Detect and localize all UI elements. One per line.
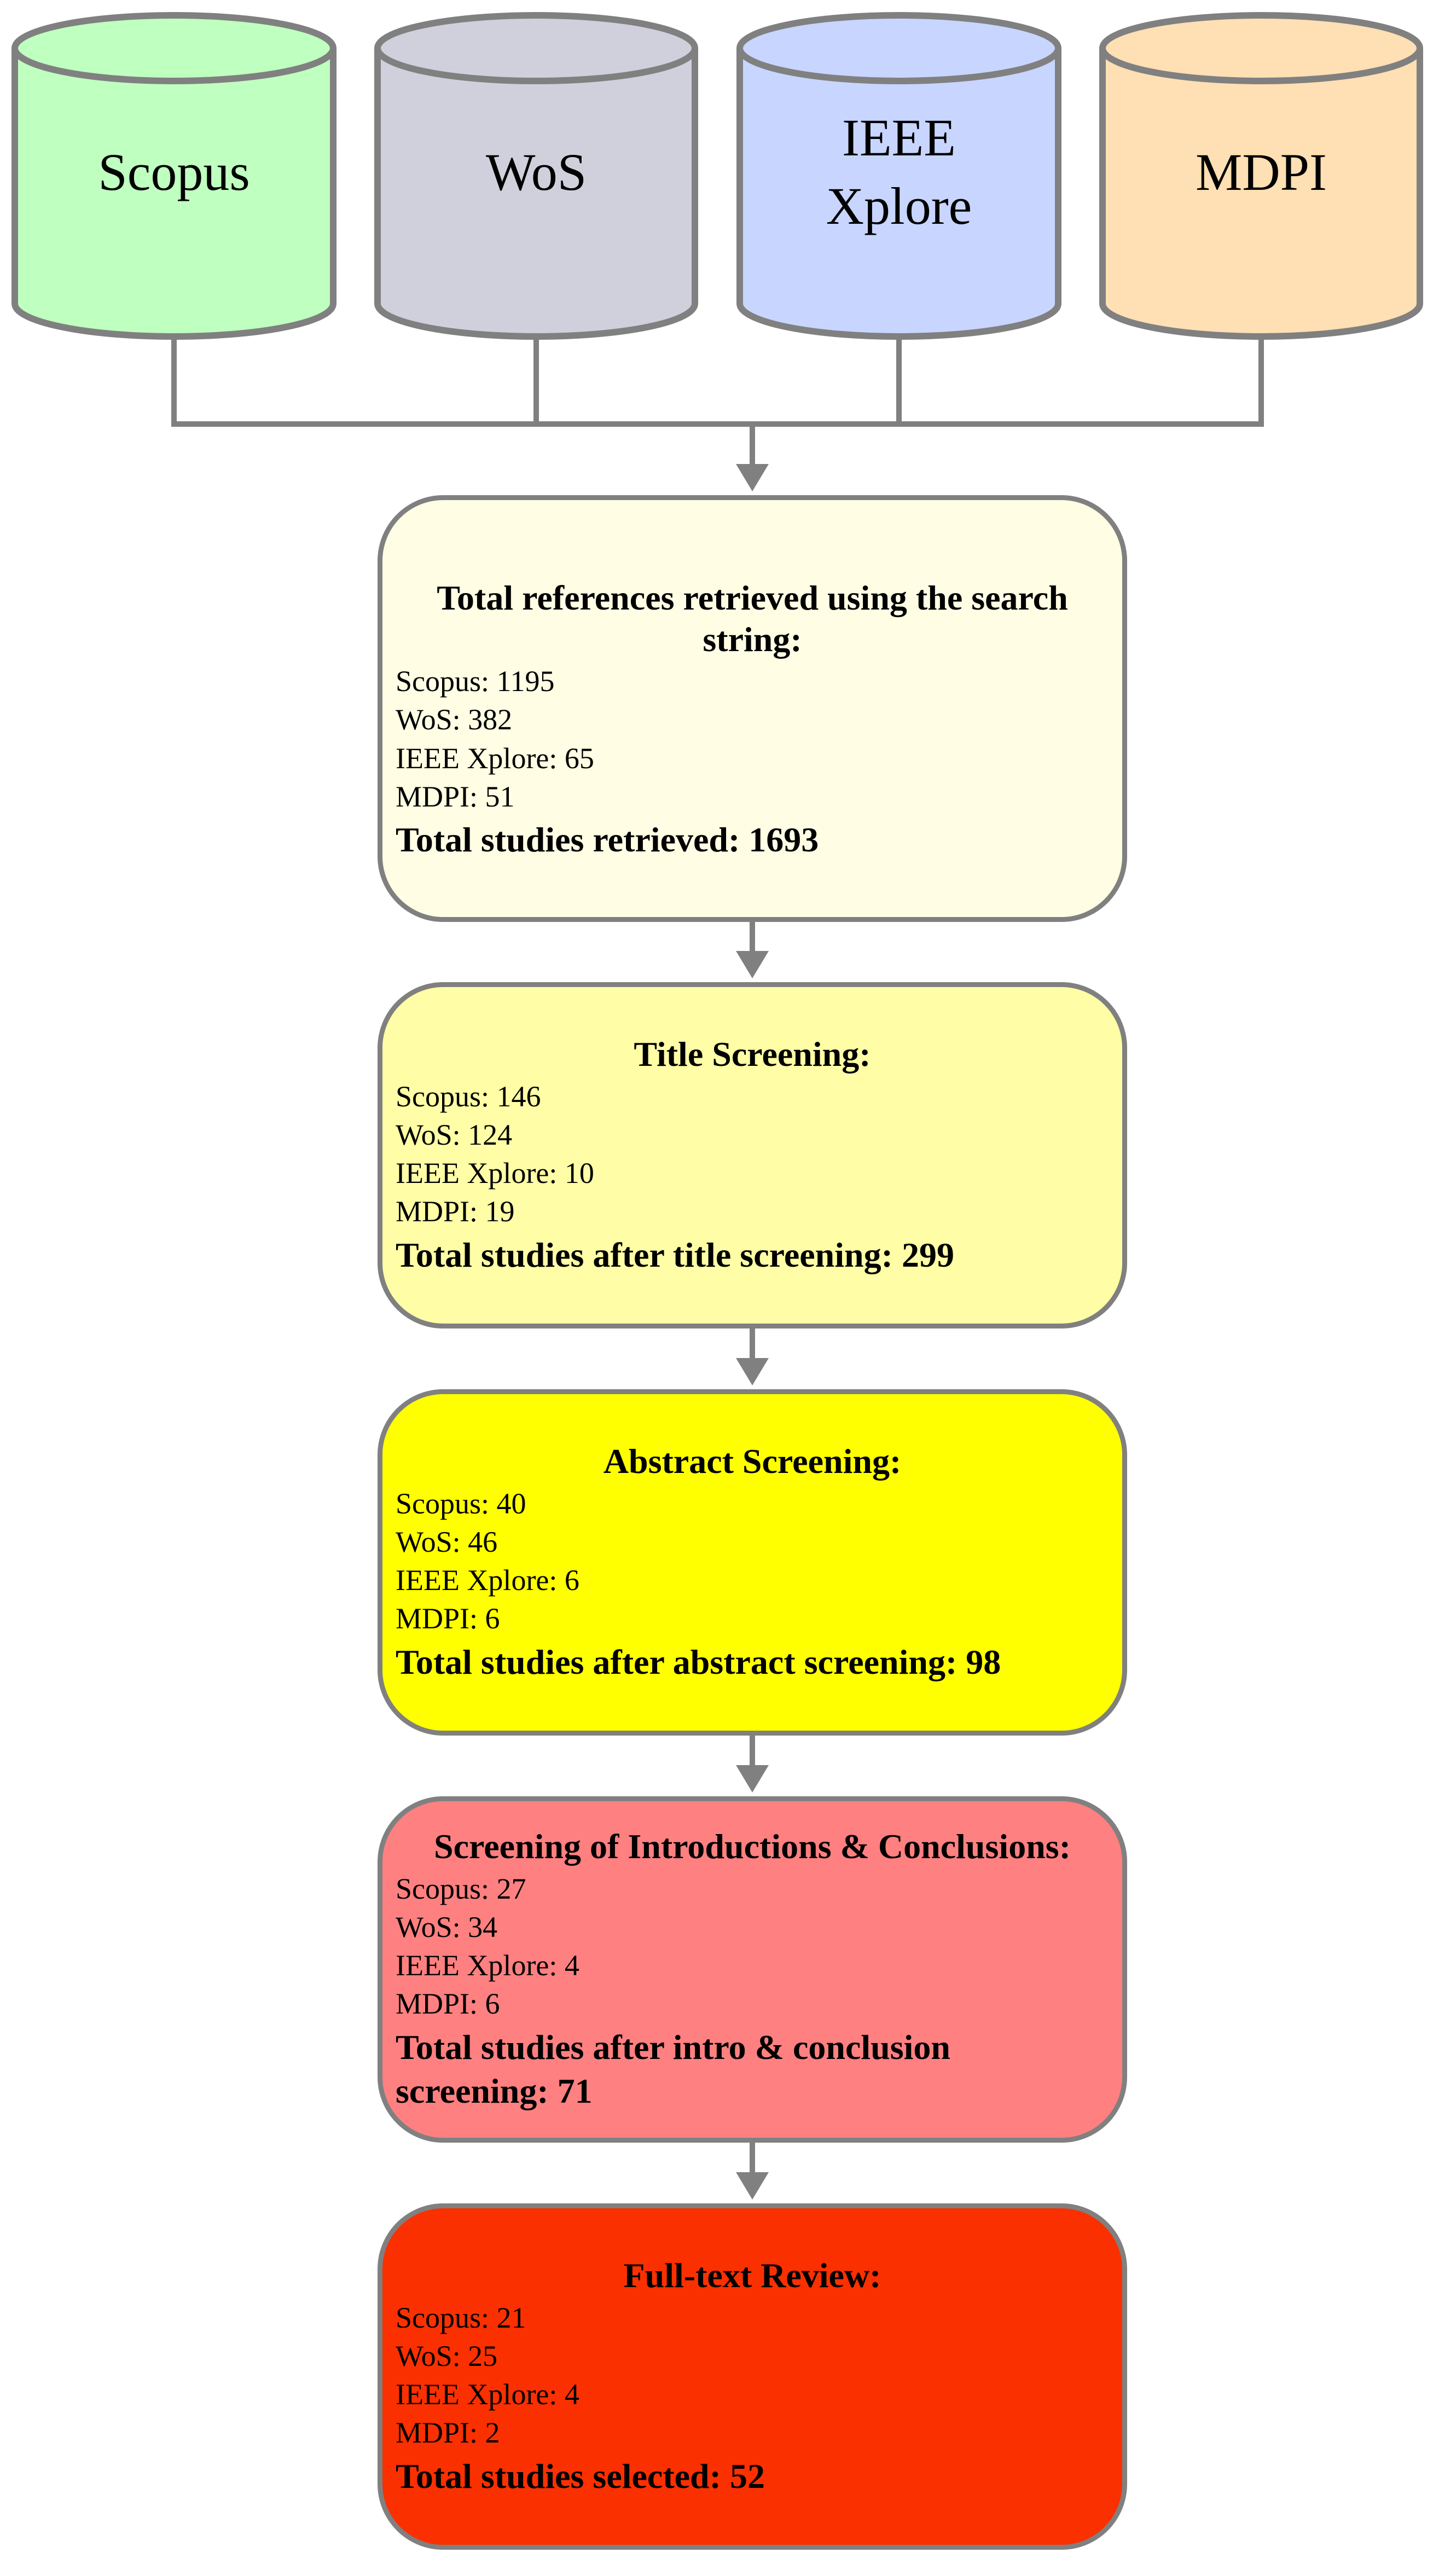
count-ieee-xplore: IEEE Xplore: 6 xyxy=(396,1564,579,1597)
count-mdpi: MDPI: 6 xyxy=(396,1602,500,1635)
stage-intro-conclusion-screening xyxy=(378,1796,1127,2143)
arrow-to-abstract-screening xyxy=(736,1328,769,1385)
stage-total: Total studies after title screening: 299 xyxy=(396,1235,954,1274)
arrow-to-intro-screening xyxy=(736,1736,769,1792)
count-wos: WoS: 25 xyxy=(396,2340,498,2373)
arrow-to-full-text-review xyxy=(736,2143,769,2200)
count-wos: WoS: 46 xyxy=(396,1525,498,1559)
stage-retrieved xyxy=(378,495,1127,922)
count-mdpi: MDPI: 2 xyxy=(396,2416,500,2450)
wos-label: WoS xyxy=(485,142,587,201)
arrow-to-title-screening xyxy=(736,922,769,978)
count-scopus: Scopus: 40 xyxy=(396,1487,526,1520)
stage-total: Total studies retrieved: 1693 xyxy=(396,820,819,859)
count-scopus: Scopus: 146 xyxy=(396,1080,541,1113)
arrow-to-retrieved xyxy=(736,424,769,491)
merge-connector xyxy=(171,336,1264,424)
count-ieee-xplore: IEEE Xplore: 4 xyxy=(396,2378,579,2411)
stage-title: Full-text Review: xyxy=(623,2256,881,2295)
stage-full-text-review xyxy=(378,2203,1127,2550)
scopus-label: Scopus xyxy=(98,142,250,201)
count-wos: WoS: 34 xyxy=(396,1911,498,1944)
ieee-xplore-label: IEEE Xplore xyxy=(826,108,972,235)
stage-total: Total studies after abstract screening: 98 xyxy=(396,1642,1001,1681)
count-wos: WoS: 382 xyxy=(396,703,513,736)
stage-abstract-screening xyxy=(378,1389,1127,1736)
stage-title: Title Screening: xyxy=(634,1035,871,1074)
stage-title: Screening of Introductions & Conclusions: xyxy=(434,1827,1071,1866)
mdpi-label: MDPI xyxy=(1195,142,1327,201)
count-mdpi: MDPI: 51 xyxy=(396,780,515,813)
stage-title-screening xyxy=(378,982,1127,1328)
count-wos: WoS: 124 xyxy=(396,1118,513,1152)
count-mdpi: MDPI: 19 xyxy=(396,1195,515,1228)
count-ieee-xplore: IEEE Xplore: 10 xyxy=(396,1157,594,1190)
stage-total: Total studies after intro & conclusion screening: 71 xyxy=(396,2027,950,2110)
stage-title: Abstract Screening: xyxy=(603,1442,902,1481)
count-scopus: Scopus: 27 xyxy=(396,1872,526,1905)
count-ieee-xplore: IEEE Xplore: 4 xyxy=(396,1949,579,1982)
count-mdpi: MDPI: 6 xyxy=(396,1987,500,2021)
stage-total: Total studies selected: 52 xyxy=(396,2456,765,2496)
stage-title: Total references retrieved using the search string: xyxy=(437,578,1068,659)
count-scopus: Scopus: 1195 xyxy=(396,665,555,698)
count-scopus: Scopus: 21 xyxy=(396,2301,526,2334)
count-ieee-xplore: IEEE Xplore: 65 xyxy=(396,741,594,775)
